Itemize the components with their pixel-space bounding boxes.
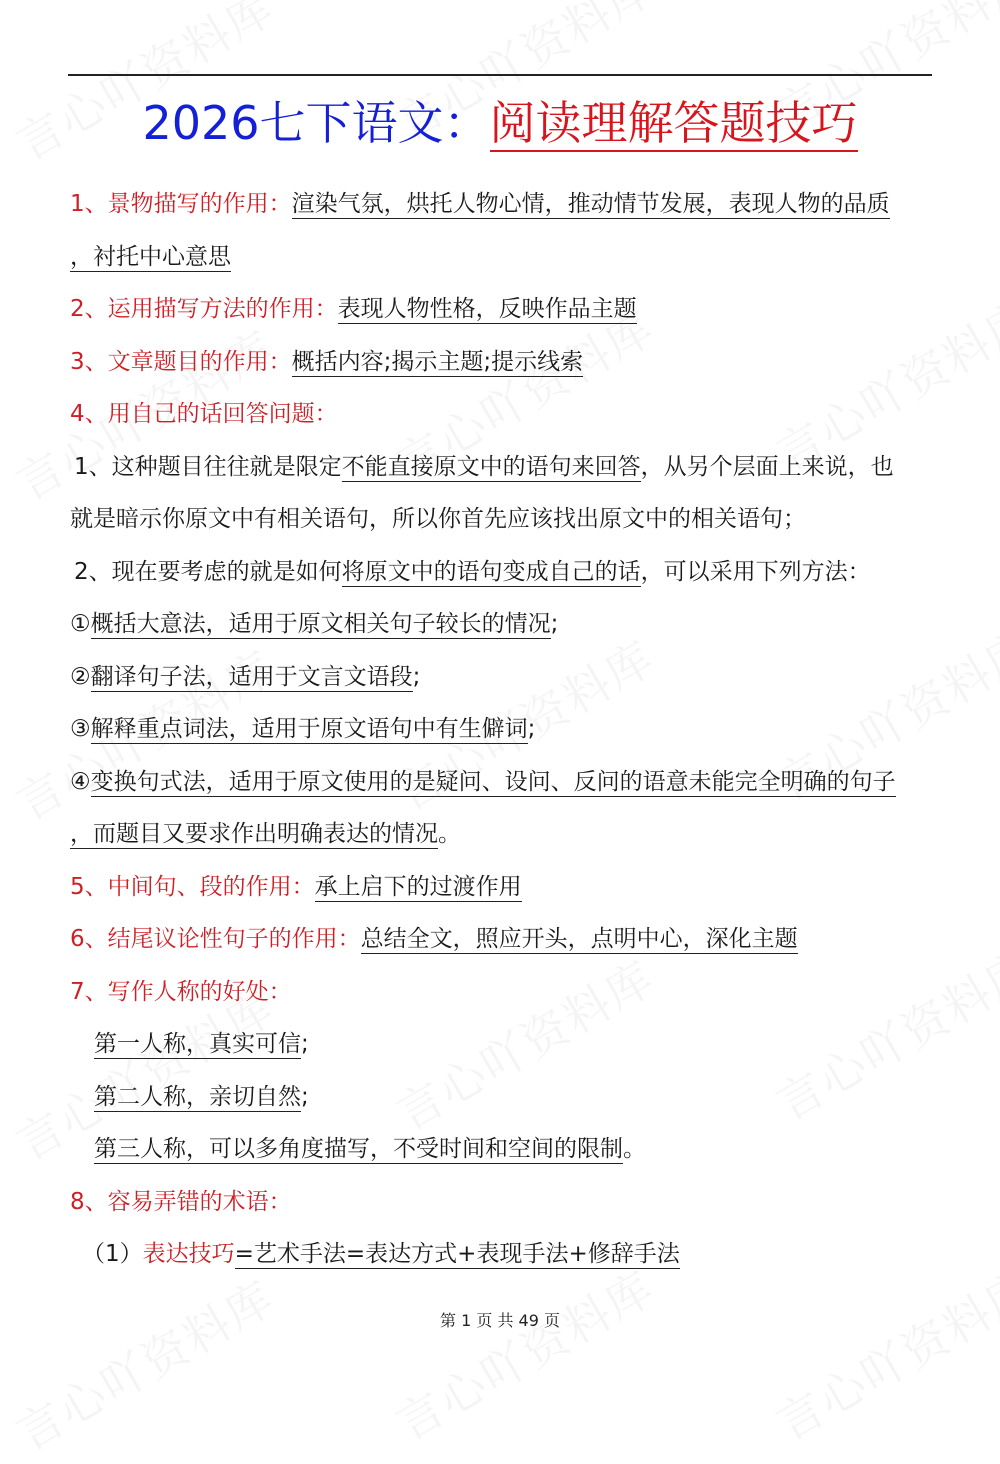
term-number: （1） — [82, 1241, 143, 1267]
page-footer: 第 1 页 共 49 页 — [440, 1311, 560, 1330]
watermark — [763, 1252, 1000, 1453]
method-text: 概括大意法，适用于原文相关句子较长的情况 — [90, 611, 551, 637]
item-answer: 承上启下的过渡作用 — [314, 873, 522, 900]
watermark — [383, 1252, 665, 1453]
page-title — [0, 92, 1000, 154]
item-answer: 渲染气氛，烘托人物心情，推动情节发展，表现人物的品质 — [291, 191, 890, 217]
term-name: 表达技巧 — [142, 1241, 235, 1267]
text: ，可以采用下列方法： — [640, 558, 871, 585]
text: 就是暗示你原文中有相关语句，所以你首先应该找出原文中的相关语句； — [70, 506, 806, 532]
term-1 — [70, 1228, 932, 1281]
method-4-cont — [70, 808, 932, 861]
person-text: 第一人称，真实可信 — [94, 1031, 301, 1057]
term-definition: =艺术手法=表达方式+表现手法+修辞手法 — [234, 1241, 680, 1267]
text: ; — [301, 1031, 309, 1057]
item-6 — [70, 913, 932, 966]
person-second — [70, 1071, 932, 1124]
text: ; — [527, 716, 536, 742]
method-marker: ④ — [70, 768, 91, 795]
item-1-continued — [70, 231, 932, 284]
item-label: 8、容易弄错的术语： — [70, 1188, 292, 1215]
item-answer: 表现人物性格，反映作品主题 — [337, 296, 637, 322]
item-1 — [70, 178, 932, 231]
text: ，从另个层面上来说，也 — [640, 453, 894, 480]
item-4-para-1 — [70, 441, 932, 494]
item-4 — [70, 388, 932, 441]
item-answer: 总结全文，照应开头，点明中心，深化主题 — [360, 926, 798, 952]
item-label: 2、运用描写方法的作用： — [70, 296, 338, 322]
person-first — [70, 1018, 932, 1071]
method-marker: ③ — [70, 716, 91, 742]
method-1 — [70, 598, 932, 651]
text-underlined: 将原文中的语句变成自己的话 — [341, 558, 641, 585]
text-underlined: 不能直接原文中的语句来回答 — [341, 453, 641, 480]
method-text: 翻译句子法，适用于文言文语段 — [90, 663, 413, 690]
text: 2、现在要考虑的就是如何 — [74, 558, 342, 585]
item-3 — [70, 336, 932, 389]
text: 。 — [438, 821, 461, 847]
item-4-para-2 — [70, 546, 932, 599]
watermark — [3, 1262, 285, 1463]
item-answer-cont: ，衬托中心意思 — [70, 243, 231, 270]
item-4-para-1-cont — [70, 493, 932, 546]
item-label: 5、中间句、段的作用： — [70, 873, 315, 900]
document-body — [70, 178, 932, 1281]
item-8 — [70, 1176, 932, 1229]
item-label: 7、写作人称的好处： — [70, 978, 292, 1005]
method-4 — [70, 756, 932, 809]
method-marker: ② — [70, 663, 91, 690]
person-text: 第二人称，亲切自然 — [94, 1083, 301, 1110]
method-3 — [70, 703, 932, 756]
method-2 — [70, 651, 932, 704]
item-label: 1、景物描写的作用： — [70, 191, 292, 217]
person-third — [70, 1123, 932, 1176]
text: ; — [412, 663, 421, 690]
person-text: 第三人称，可以多角度描写，不受时间和空间的限制 — [94, 1136, 623, 1162]
item-5 — [70, 861, 932, 914]
header-rule — [68, 74, 932, 76]
item-2 — [70, 283, 932, 336]
title-main: 阅读理解答题技巧 — [489, 96, 858, 150]
text: ; — [550, 611, 559, 637]
item-7 — [70, 966, 932, 1019]
method-text: 解释重点词法，适用于原文语句中有生僻词 — [90, 716, 528, 742]
text: 1、这种题目往往就是限定 — [74, 453, 342, 480]
item-answer: 概括内容;揭示主题;提示线索 — [291, 348, 584, 375]
method-marker: ① — [70, 611, 91, 637]
title-prefix: 2026七下语文： — [142, 96, 490, 150]
method-text-cont: ，而题目又要求作出明确表达的情况 — [70, 821, 438, 847]
text: 。 — [623, 1136, 646, 1162]
item-label: 4、用自己的话回答问题： — [70, 401, 338, 427]
method-text: 变换句式法，适用于原文使用的是疑问、设问、反问的语意未能完全明确的句子 — [90, 768, 896, 795]
text: ; — [301, 1083, 309, 1110]
item-label: 3、文章题目的作用： — [70, 348, 292, 375]
item-label: 6、结尾议论性句子的作用： — [70, 926, 361, 952]
